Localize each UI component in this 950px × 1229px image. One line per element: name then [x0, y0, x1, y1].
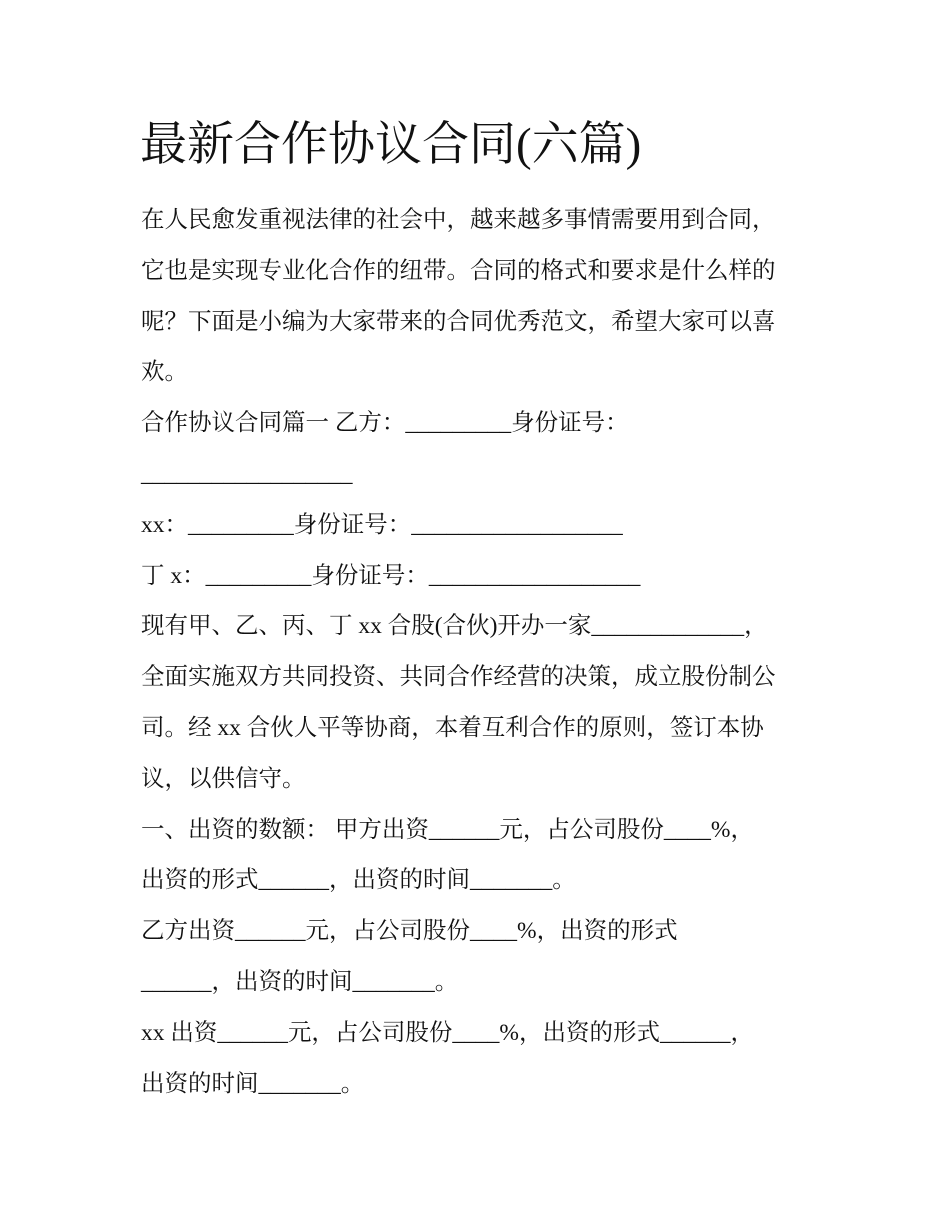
paragraph-line: 乙方出资______元，占公司股份____%，出资的形式 — [141, 918, 678, 945]
paragraph-line: __________________ — [141, 460, 353, 487]
paragraph-line: 出资的形式______，出资的时间_______。 — [141, 867, 576, 894]
paragraph-line: 在人民愈发重视法律的社会中，越来越多事情需要用到合同， — [141, 207, 776, 233]
document-title: 最新合作协议合同(六篇) — [140, 119, 642, 171]
paragraph-line: xx：_________身份证号：__________________ — [141, 511, 623, 538]
paragraph-line: 议，以供信守。 — [141, 765, 306, 792]
paragraph-line: 现有甲、乙、丙、丁 xx 合股(合伙)开办一家_____________， — [141, 613, 768, 640]
paragraph-line: 欢。 — [141, 359, 188, 386]
paragraph-line: 呢？下面是小编为大家带来的合同优秀范文，希望大家可以喜 — [141, 308, 776, 335]
paragraph-line: 全面实施双方共同投资、共同合作经营的决策，成立股份制公 — [141, 664, 776, 691]
paragraph-line: 司。经 xx 合伙人平等协商，本着互利合作的原则，签订本协 — [141, 714, 764, 741]
paragraph-line: 一、出资的数额： 甲方出资______元，占公司股份____%， — [141, 816, 754, 843]
paragraph-line: 合作协议合同篇一 乙方：_________身份证号： — [141, 410, 629, 437]
paragraph-line: xx 出资______元，占公司股份____%，出资的形式______， — [141, 1019, 754, 1046]
paragraph-line: 它也是实现专业化合作的纽带。合同的格式和要求是什么样的 — [141, 257, 776, 284]
document-body — [141, 195, 776, 1109]
paragraph-line: ______，出资的时间_______。 — [141, 968, 459, 995]
paragraph-line: 丁 x：_________身份证号：__________________ — [141, 562, 641, 589]
paragraph-line: 出资的时间_______。 — [141, 1070, 365, 1097]
